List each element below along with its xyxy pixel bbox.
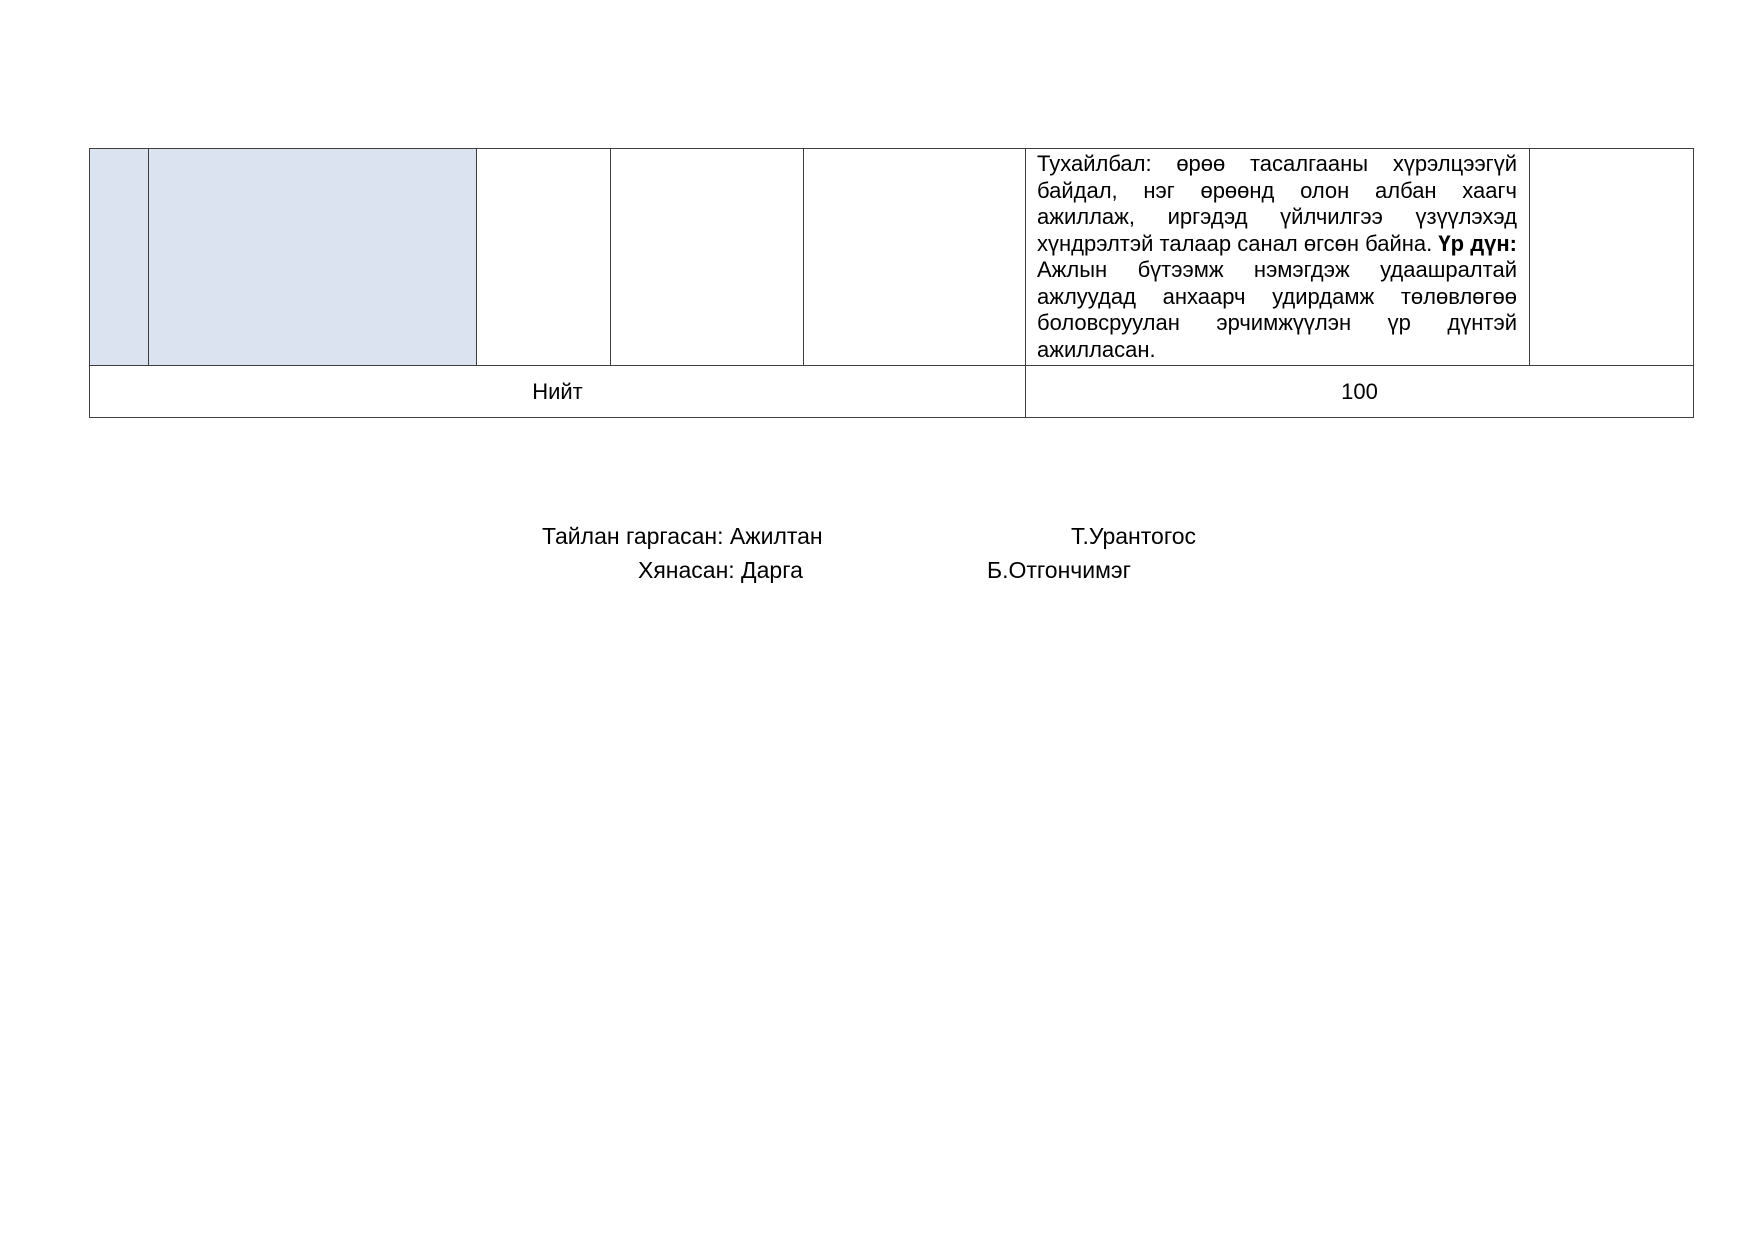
table-cell-name — [149, 149, 477, 366]
table-cell-number — [90, 149, 149, 366]
table-cell — [804, 149, 1026, 366]
report-table — [89, 148, 1694, 418]
signature-role-prepared: Тайлан гаргасан: Ажилтан — [542, 523, 823, 549]
signature-name-prepared: Т.Урантогос — [1071, 523, 1196, 549]
table-cell — [611, 149, 804, 366]
total-row — [90, 366, 1694, 418]
result-text: Ажлын бүтээмж нэмэгдэж удаашралтай ажлуудад анхаарч удирдамж төлөвлөгөө боловсруулан эрчимжүүлэн үр дүнтэй ажилласан. — [1037, 257, 1517, 362]
total-label: Нийт — [90, 366, 1026, 418]
table-cell — [1530, 149, 1694, 366]
total-value: 100 — [1026, 366, 1694, 418]
description-text: Тухайлбал: өрөө тасалгааны хүрэлцээгүй байдал, нэг өрөөнд олон албан хаагч ажиллаж, иргэдэд үйлчилгээ үзүүлэхэд хүндрэлтэй талаар санал өгсөн байна. — [1037, 151, 1517, 256]
result-label: Үр дүн: — [1438, 230, 1518, 256]
signature-name-reviewed: Б.Отгончимэг — [987, 557, 1132, 583]
signature-role-reviewed: Хянасан: Дарга — [638, 557, 803, 583]
table-cell — [477, 149, 611, 366]
table-row — [90, 149, 1694, 366]
table-cell-description — [1026, 149, 1530, 366]
